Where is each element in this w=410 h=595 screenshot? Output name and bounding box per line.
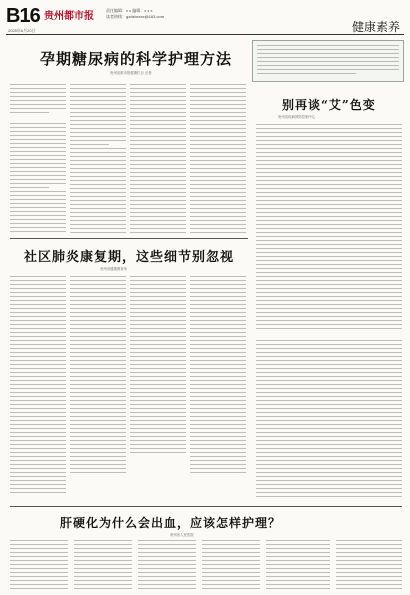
bottom-article-byline: 贵州省人民医院 — [170, 533, 194, 537]
divider-2 — [10, 506, 402, 507]
section-title: 健康素养 — [351, 20, 400, 34]
masthead-logo: 贵州都市报 — [44, 11, 94, 22]
main-article-col-3 — [130, 84, 186, 234]
mid-article-col-1 — [10, 276, 66, 498]
editors-line-1: 责任编辑：x x 编辑：x x x — [106, 8, 153, 13]
side-article-title: 别再谈“艾”色变 — [282, 98, 376, 112]
mid-article-byline: 贵州省健康教育所 — [100, 267, 128, 271]
bottom-article-col-2 — [74, 540, 132, 592]
bottom-article-col-3 — [138, 540, 196, 592]
main-article-byline: 贵州省都市报健康栏目 记者 — [110, 71, 152, 75]
intro-box — [252, 40, 404, 82]
bottom-article-col-5 — [266, 540, 330, 592]
bottom-article-col-6 — [336, 540, 402, 592]
bottom-article-col-4 — [202, 540, 260, 592]
header-rule — [6, 34, 404, 35]
bottom-article-col-1 — [10, 540, 68, 592]
side-article-body-continued — [256, 340, 402, 500]
side-article-byline: 贵州省疾病预防控制中心 — [278, 115, 316, 119]
mid-article-title: 社区肺炎康复期，这些细节别忽视 — [24, 250, 235, 265]
main-article-col-4 — [190, 84, 246, 234]
bottom-article-title: 肝硬化为什么会出血，应该怎样护理？ — [60, 516, 282, 530]
mid-article-col-4 — [190, 276, 246, 498]
issue-date: 2025年6月20日 — [8, 28, 36, 33]
main-article-col-2 — [70, 84, 126, 234]
editors-line-2: 读者热线：gzdsbxxxx@163.com — [106, 14, 165, 19]
main-article-col-1 — [10, 84, 66, 234]
side-article-body — [256, 124, 402, 332]
mid-article-col-3 — [130, 276, 186, 498]
main-article-title: 孕期糖尿病的科学护理方法 — [40, 50, 233, 68]
divider-1 — [10, 238, 248, 239]
mid-article-col-2 — [70, 276, 126, 498]
editor-credits — [106, 8, 164, 20]
page-number: B16 — [6, 5, 40, 27]
